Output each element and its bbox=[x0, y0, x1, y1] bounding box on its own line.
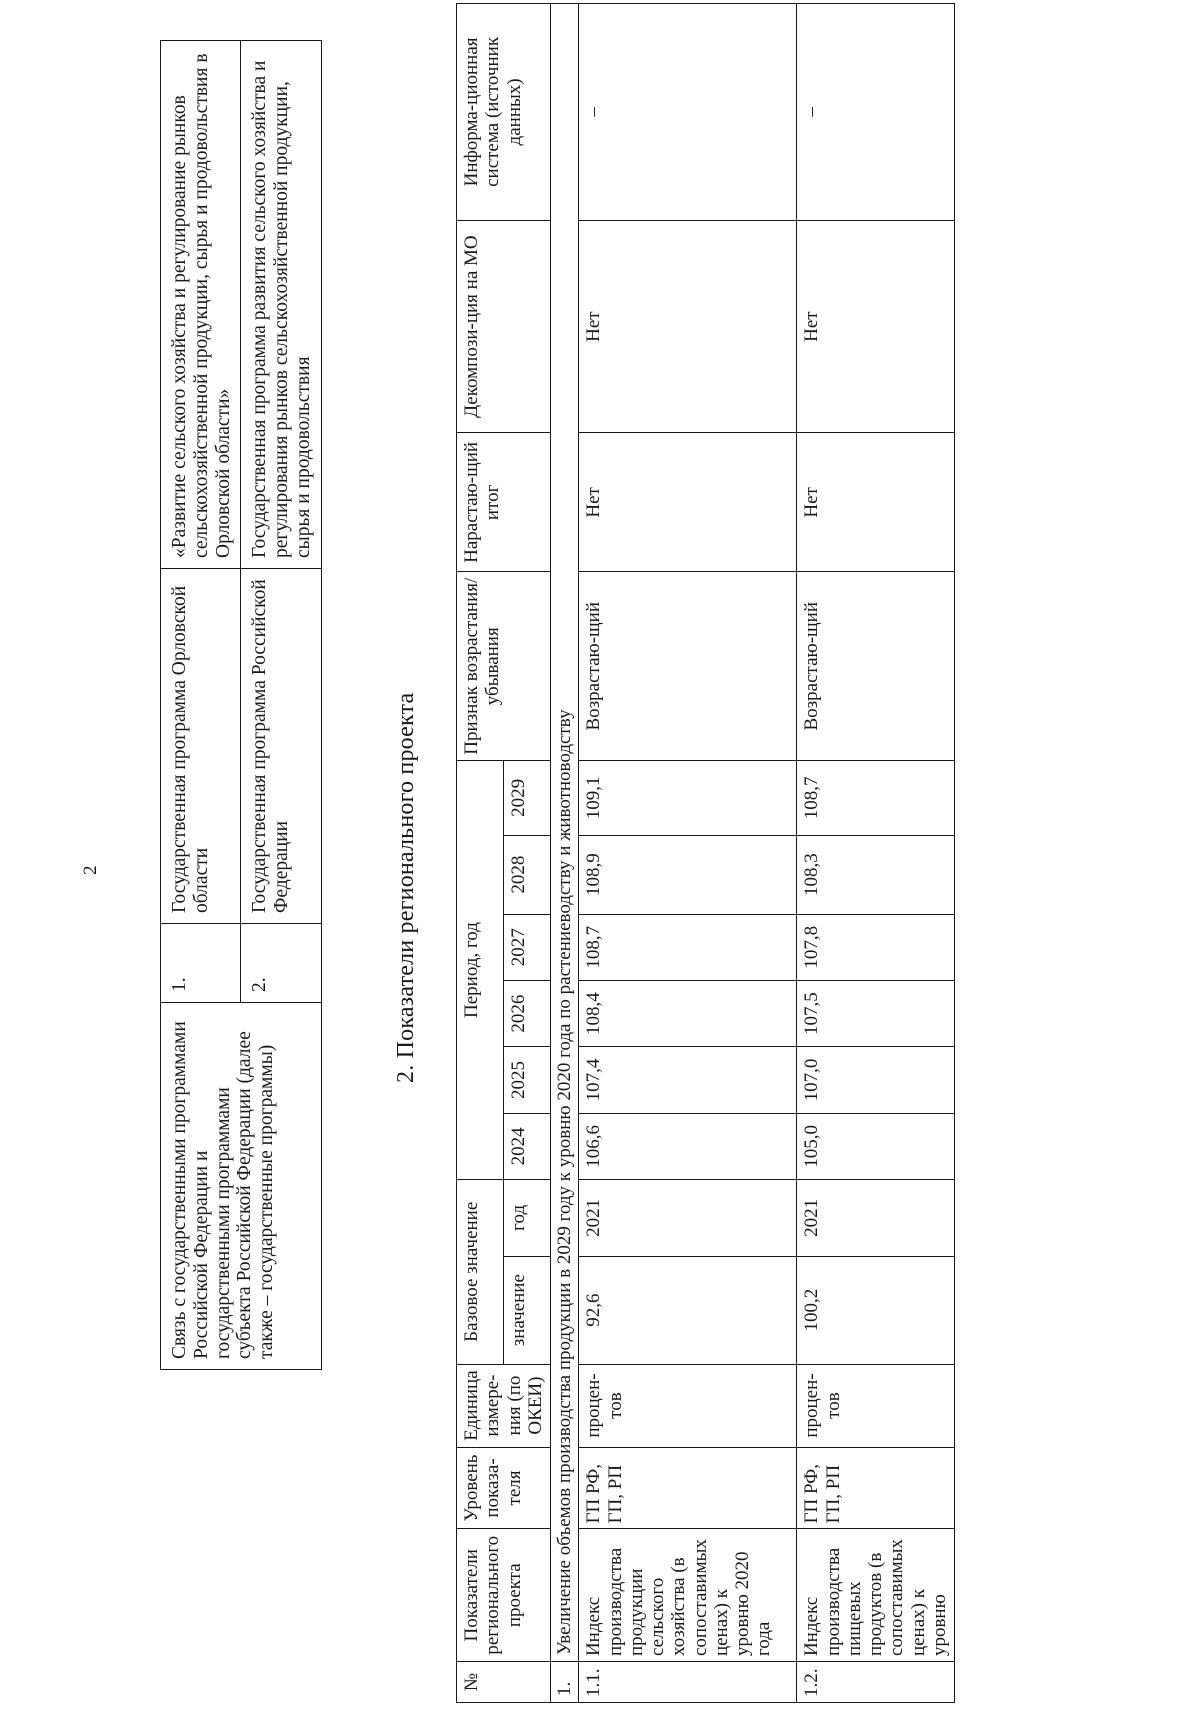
col-header-unit: Единица измере-ния (по ОКЕИ) bbox=[457, 1364, 551, 1447]
table-row bbox=[797, 4, 955, 1703]
year-value: 108,9 bbox=[579, 835, 797, 914]
table-row bbox=[579, 4, 797, 1703]
col-header-year: 2029 bbox=[504, 761, 551, 836]
section-title: 2. Показатели регионального проекта bbox=[393, 692, 419, 1083]
indicator-level: ГП РФ, ГП, РП bbox=[797, 1447, 955, 1529]
trend-value: Возрастаю-щий bbox=[797, 572, 955, 761]
program-name: «Развитие сельского хозяйства и регулирование рынков сельскохозяйственной продукции, сырья и продовольствия в Орловской области» bbox=[161, 41, 241, 569]
col-header-year: 2027 bbox=[504, 914, 551, 980]
base-value: 92,6 bbox=[579, 1256, 797, 1364]
indicators-table bbox=[456, 3, 955, 1703]
decomposition-value: Нет bbox=[579, 220, 797, 433]
section-row bbox=[551, 4, 579, 1703]
col-header-year: 2024 bbox=[504, 1113, 551, 1179]
info-system-value: – bbox=[579, 4, 797, 221]
decomposition-value: Нет bbox=[797, 220, 955, 433]
col-header-base-value: значение bbox=[504, 1256, 551, 1364]
table-header-row bbox=[457, 4, 504, 1703]
indicator-level: ГП РФ, ГП, РП bbox=[579, 1447, 797, 1529]
base-value: 100,2 bbox=[797, 1256, 955, 1364]
indicator-name: Индекс производства пищевых продуктов (в сопоставимых ценах) к уровню bbox=[797, 1529, 955, 1662]
info-system-value: – bbox=[797, 4, 955, 221]
col-header-year: 2025 bbox=[504, 1047, 551, 1113]
year-value: 106,6 bbox=[579, 1113, 797, 1179]
col-header-trend: Признак возрастания/ убывания bbox=[457, 572, 551, 761]
col-header-year: 2028 bbox=[504, 835, 551, 914]
col-header-period: Период, год bbox=[457, 761, 504, 1180]
year-value: 108,3 bbox=[797, 835, 955, 914]
program-links-table bbox=[160, 40, 322, 1370]
year-value: 107,4 bbox=[579, 1047, 797, 1113]
col-header-year: 2026 bbox=[504, 980, 551, 1046]
indicator-name: Индекс производства продукции сельского хозяйства (в сопоставимых ценах) к уровню 2020 года bbox=[579, 1529, 797, 1662]
year-value: 107,0 bbox=[797, 1047, 955, 1113]
program-links-header: Связь с государственными программами Российской Федерации и государственными программами субъекта Российской Федерации (далее также – государственные программы) bbox=[161, 1003, 322, 1370]
col-header-info-system: Информа-ционная система (источник данных) bbox=[457, 4, 551, 221]
col-header-indicator: Показатели регионального проекта bbox=[457, 1529, 551, 1662]
year-value: 108,7 bbox=[579, 914, 797, 980]
section-number: 1. bbox=[551, 1662, 579, 1703]
col-header-base-year: год bbox=[504, 1179, 551, 1256]
indicator-number: 1.1. bbox=[579, 1662, 797, 1703]
year-value: 107,8 bbox=[797, 914, 955, 980]
year-value: 108,4 bbox=[579, 980, 797, 1046]
cumulative-value: Нет bbox=[797, 433, 955, 572]
indicator-unit: процен-тов bbox=[579, 1364, 797, 1447]
program-type: Государственная программа Орловской области bbox=[161, 569, 241, 924]
program-type: Государственная программа Российской Федерации bbox=[241, 569, 321, 924]
trend-value: Возрастаю-щий bbox=[579, 572, 797, 761]
table-row bbox=[161, 41, 241, 1370]
link-number: 2. bbox=[241, 924, 321, 1003]
base-year: 2021 bbox=[797, 1179, 955, 1256]
page-number: 2 bbox=[80, 865, 101, 875]
cumulative-value: Нет bbox=[579, 433, 797, 572]
section-text: Увеличение объемов производства продукции в 2029 году к уровню 2020 года по растениеводству и животноводству bbox=[551, 4, 579, 1662]
base-year: 2021 bbox=[579, 1179, 797, 1256]
link-number: 1. bbox=[161, 924, 241, 1003]
indicator-number: 1.2. bbox=[797, 1662, 955, 1703]
program-name: Государственная программа развития сельского хозяйства и регулирования рынков сельскохозяйственной продукции, сырья и продовольствия bbox=[241, 41, 321, 569]
year-value: 109,1 bbox=[579, 761, 797, 836]
col-header-cumulative: Нарастаю-щий итог bbox=[457, 433, 551, 572]
col-header-decomposition: Декомпози-ция на МО bbox=[457, 220, 551, 433]
col-header-no: № bbox=[457, 1662, 551, 1703]
col-header-level: Уровень показа-теля bbox=[457, 1447, 551, 1529]
col-header-base: Базовое значение bbox=[457, 1179, 504, 1364]
year-value: 105,0 bbox=[797, 1113, 955, 1179]
year-value: 108,7 bbox=[797, 761, 955, 836]
year-value: 107,5 bbox=[797, 980, 955, 1046]
indicator-unit: процен-тов bbox=[797, 1364, 955, 1447]
